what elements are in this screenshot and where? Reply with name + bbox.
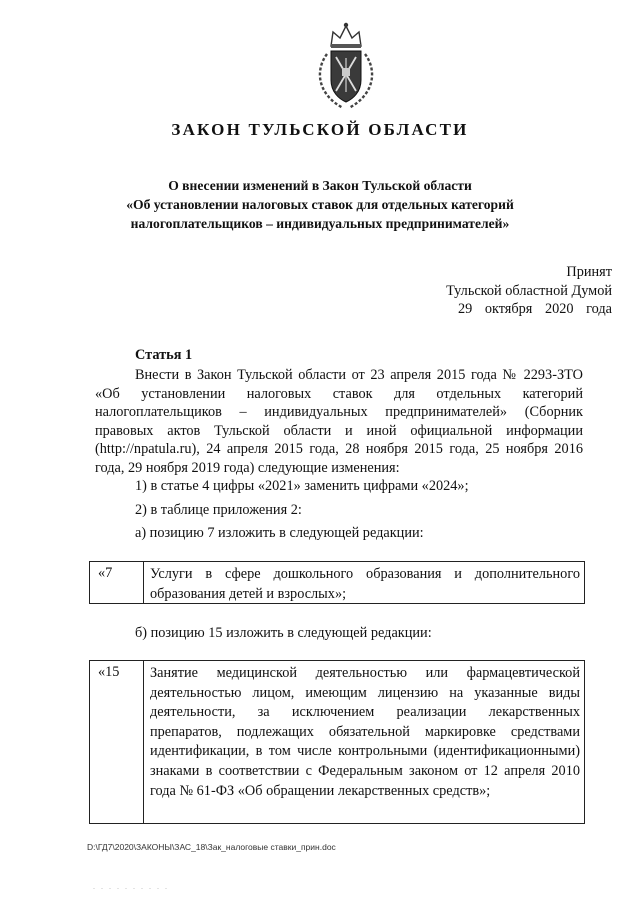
adoption-date: 29 октября 2020 года xyxy=(457,301,612,317)
adoption-block xyxy=(446,263,612,319)
table-row-number: «7 xyxy=(98,565,113,581)
coat-of-arms-icon xyxy=(313,20,379,112)
article-item-2: 2) в таблице приложения 2: xyxy=(135,502,302,518)
footer-divider: . . . . . . . . . . xyxy=(93,882,169,891)
subtitle-line: налогоплательщиков – индивидуальных предпринимателей» xyxy=(130,216,510,231)
table-row-15 xyxy=(89,660,585,824)
law-subtitle xyxy=(80,176,560,233)
subtitle-line: «Об установлении налоговых ставок для отдельных категорий xyxy=(126,197,514,212)
article-heading: Статья 1 xyxy=(135,347,193,363)
article-item-a: а) позицию 7 изложить в следующей редакции: xyxy=(135,525,424,541)
article-item-1: 1) в статье 4 цифры «2021» заменить цифрами «2024»; xyxy=(135,478,469,494)
table-row-text: Занятие медицинской деятельностью или фармацевтической деятельностью лицом, имеющим лицензию на указанные виды деятельности, за исключением реализации лекарственных препаратов, подлежащих обязательной маркировке средствами идентификации, в том числе контрольными (идентификационными) знаками в соответствии с Федеральным законом от 12 апреля 2010 года № 61-ФЗ «Об обращении лекарственных средств»; xyxy=(143,661,584,823)
article-item-b: б) позицию 15 изложить в следующей редакции: xyxy=(135,625,432,641)
table-row-text: Услуги в сфере дошкольного образования и дополнительного образования детей и взрослых»; xyxy=(143,562,584,603)
subtitle-line: О внесении изменений в Закон Тульской области xyxy=(168,178,472,193)
table-row-number: «15 xyxy=(98,664,120,680)
adoption-line: Тульской областной Думой xyxy=(446,282,612,299)
adoption-line: Принят xyxy=(566,264,612,280)
article-intro xyxy=(95,366,583,478)
table-row-7 xyxy=(89,561,585,604)
law-title: ЗАКОН ТУЛЬСКОЙ ОБЛАСТИ xyxy=(171,120,469,139)
footer-file-path: D:\ГД7\2020\ЗАКОНЫ\ЗАС_18\Зак_налоговые ставки_прин.doc xyxy=(87,842,336,852)
article-intro-text: Внести в Закон Тульской области от 23 апреля 2015 года № 2293-ЗТО «Об установлении налоговых ставок для отдельных категорий налогоплательщиков – индивидуальных предпринимателей» (Сборник правовых актов Тульской области и иной официальной информации (http://npatula.ru), 24 апреля 2015 года, 28 ноября 2015 года, 25 ноября 2016 года, 29 ноября 2019 года) следующие изменения: xyxy=(95,367,583,476)
